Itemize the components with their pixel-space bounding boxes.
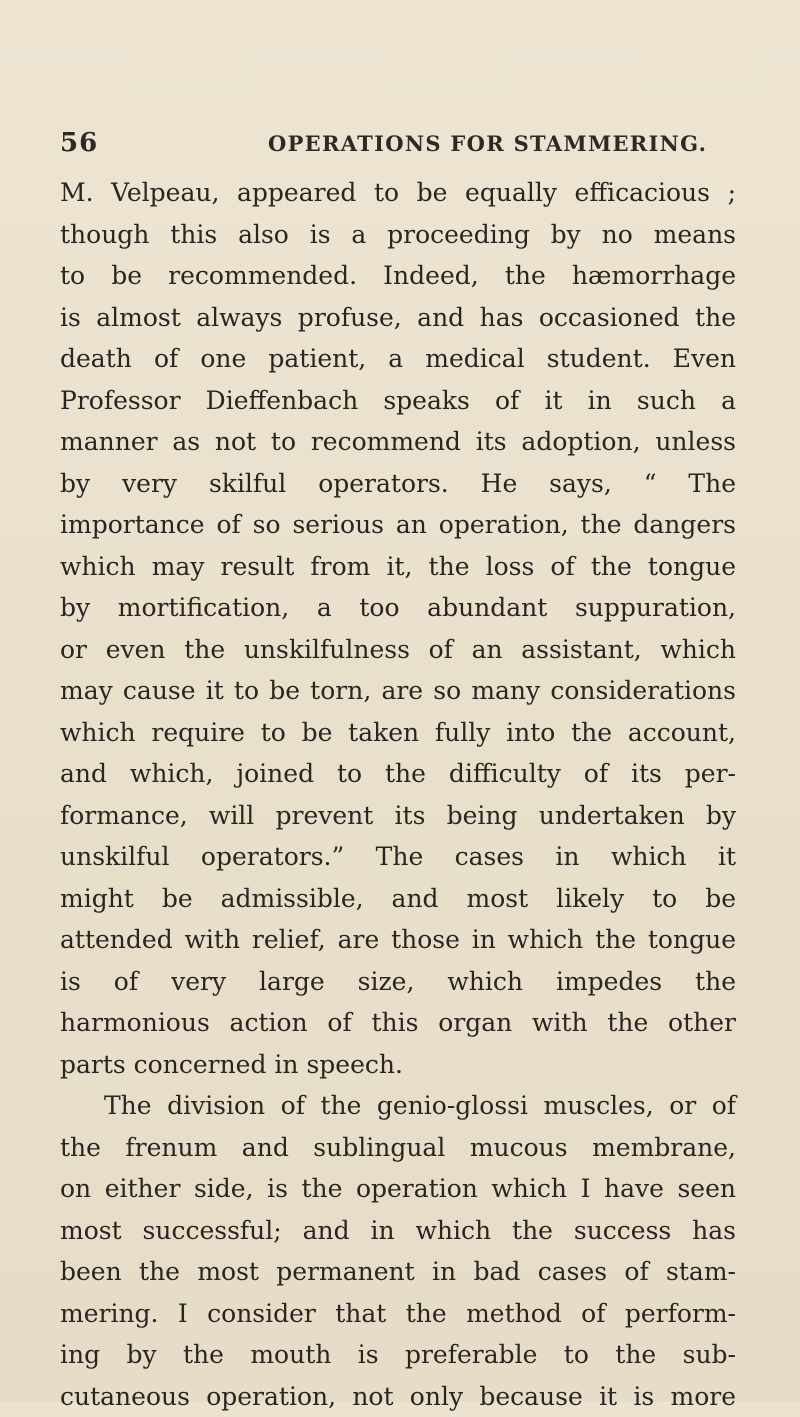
text-line: to be recommended. Indeed, the hæmorrhage — [60, 255, 736, 297]
text-line: may cause it to be torn, are so many considerations — [60, 670, 736, 712]
text-line: and which, joined to the difficulty of its per- — [60, 753, 736, 795]
text-line: manner as not to recommend its adoption, unless — [60, 421, 736, 463]
paragraph-start-line: The division of the genio-glossi muscles, or of — [60, 1085, 736, 1127]
text-line: importance of so serious an operation, the dangers — [60, 504, 736, 546]
text-line: cutaneous operation, not only because it is more — [60, 1376, 736, 1417]
text-line: Professor Dieffenbach speaks of it in such a — [60, 380, 736, 422]
text-line: mering. I consider that the method of perform- — [60, 1293, 736, 1335]
text-line: or even the unskilfulness of an assistant, which — [60, 629, 736, 671]
text-line: unskilful operators.” The cases in which it — [60, 836, 736, 878]
text-line: harmonious action of this organ with the other — [60, 1002, 736, 1044]
page-number: 56 — [60, 128, 98, 158]
text-line: might be admissible, and most likely to be — [60, 878, 736, 920]
text-line: death of one patient, a medical student. Even — [60, 338, 736, 380]
page-header — [60, 128, 770, 164]
text-line: attended with relief, are those in which the tongue — [60, 919, 736, 961]
text-line: is almost always profuse, and has occasioned the — [60, 297, 736, 339]
text-line: parts concerned in speech. — [60, 1044, 736, 1086]
running-title: OPERATIONS FOR STAMMERING. — [268, 131, 707, 156]
text-line: been the most permanent in bad cases of stam- — [60, 1251, 736, 1293]
text-line: formance, will prevent its being undertaken by — [60, 795, 736, 837]
text-line: which may result from it, the loss of the tongue — [60, 546, 736, 588]
text-line: though this also is a proceeding by no means — [60, 214, 736, 256]
body-text — [60, 172, 736, 1417]
text-line: most successful; and in which the success has — [60, 1210, 736, 1252]
text-line: by mortification, a too abundant suppuration, — [60, 587, 736, 629]
text-line: which require to be taken fully into the account, — [60, 712, 736, 754]
text-line: on either side, is the operation which I have seen — [60, 1168, 736, 1210]
text-line: the frenum and sublingual mucous membrane, — [60, 1127, 736, 1169]
text-line: is of very large size, which impedes the — [60, 961, 736, 1003]
text-line: M. Velpeau, appeared to be equally efficacious ; — [60, 172, 736, 214]
text-line: by very skilful operators. He says, “ The — [60, 463, 736, 505]
text-line: ing by the mouth is preferable to the sub- — [60, 1334, 736, 1376]
